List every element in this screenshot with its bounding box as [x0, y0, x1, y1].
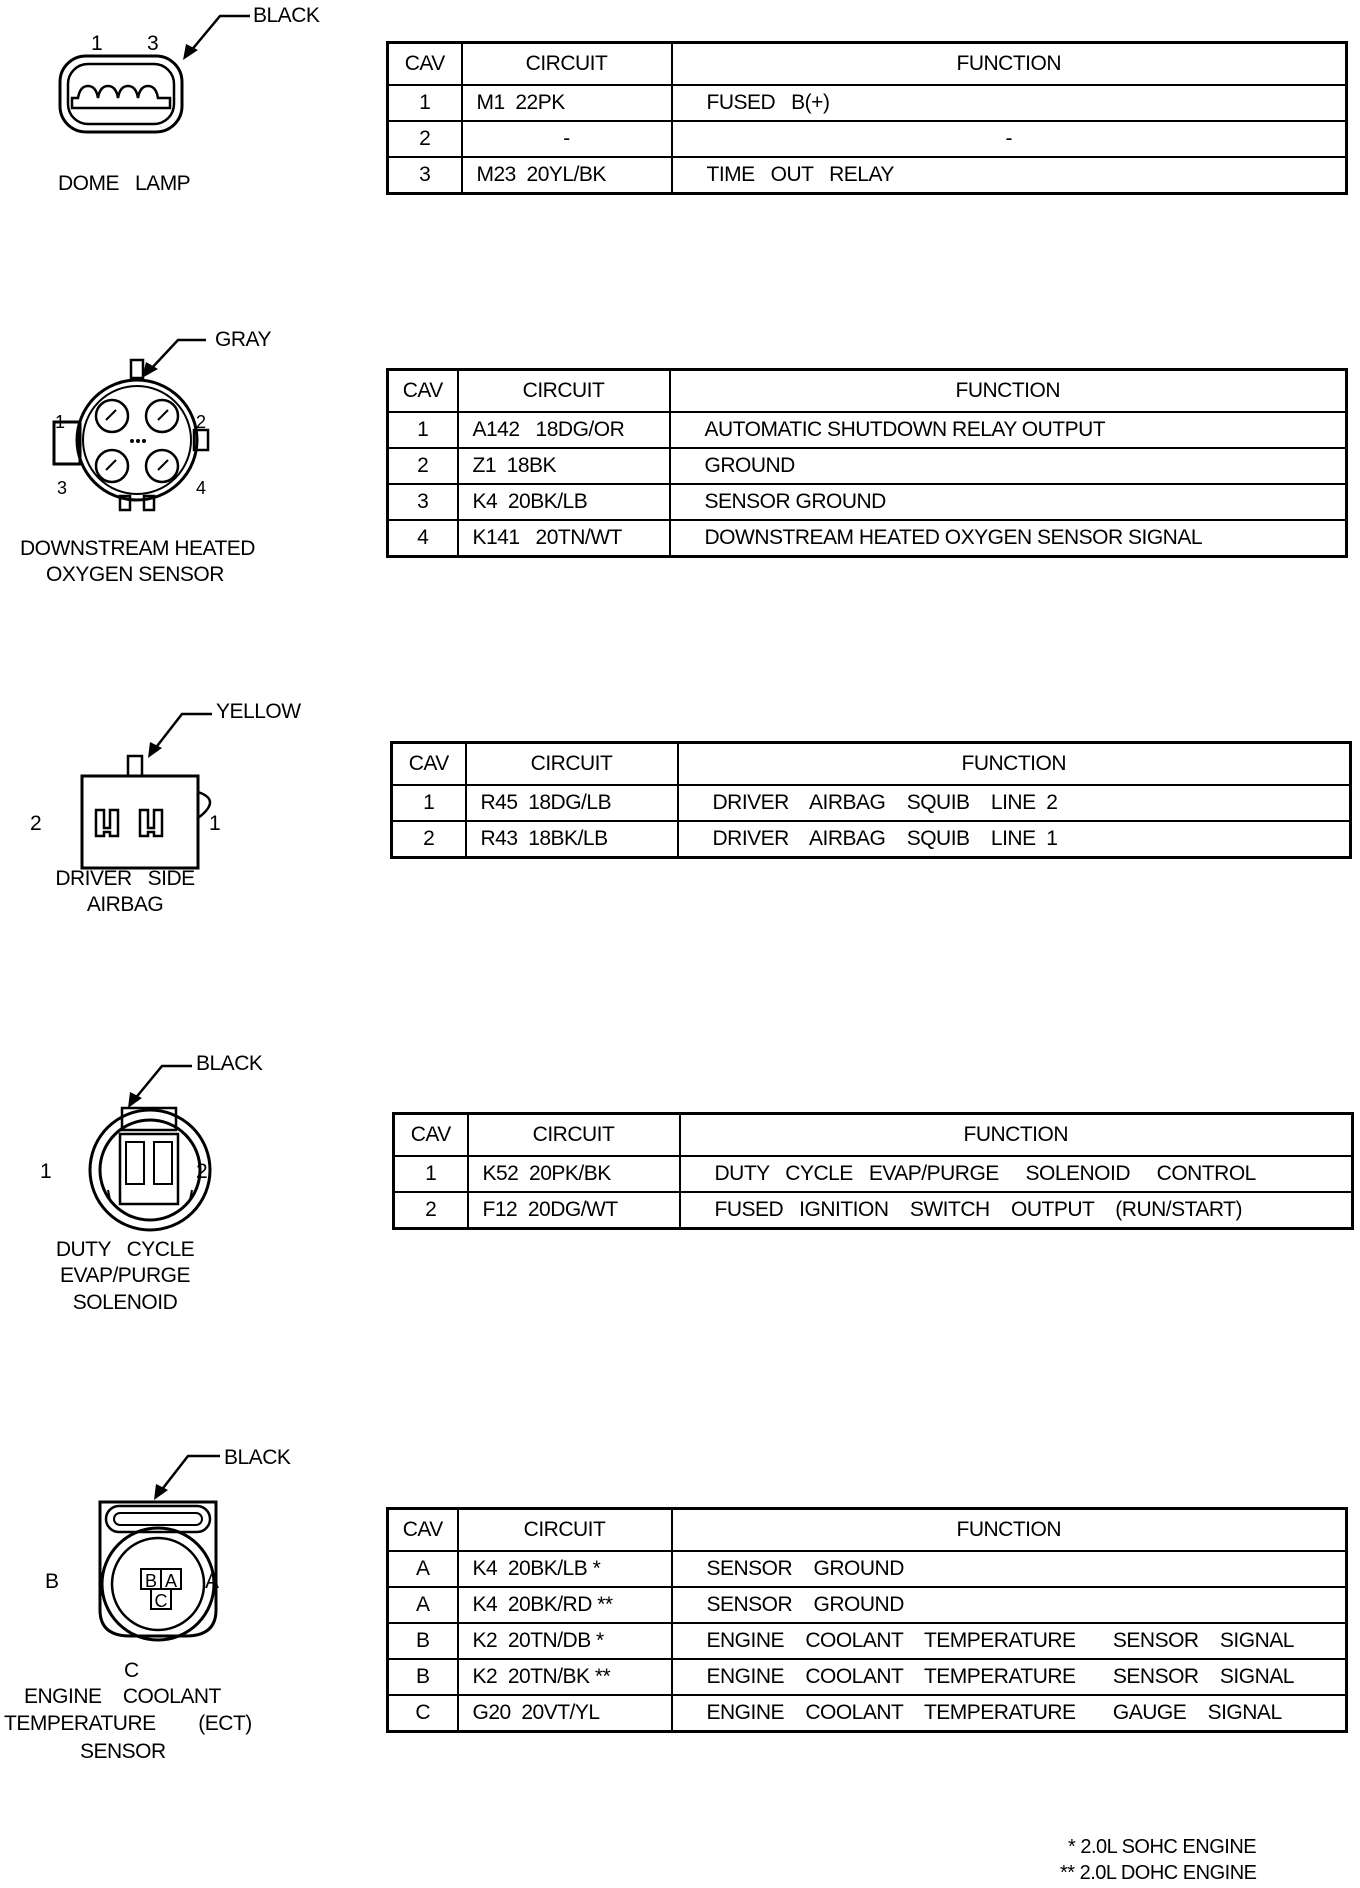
header-circuit: CIRCUIT	[458, 1509, 672, 1552]
table-row	[388, 1551, 1347, 1587]
table-header-row	[392, 743, 1351, 786]
header-cav: CAV	[392, 743, 466, 786]
cell-function: SENSOR GROUND	[670, 484, 1347, 520]
table-row	[388, 448, 1347, 484]
ect-pin-box-b: B	[140, 1568, 162, 1590]
header-circuit: CIRCUIT	[466, 743, 678, 786]
table-row	[392, 785, 1351, 821]
cell-circuit: -	[462, 121, 672, 157]
ect-name-line-2: TEMPERATURE (ECT)	[4, 1712, 252, 1735]
oxygen-sensor-pin-4: 4	[196, 478, 206, 498]
ect-name-line-1: ENGINE COOLANT	[24, 1685, 221, 1708]
pinout-table-driver-airbag	[390, 741, 1352, 859]
cell-cav: 1	[394, 1156, 468, 1192]
cell-cav: 1	[388, 412, 458, 448]
table-row	[388, 1623, 1347, 1659]
table-row	[394, 1156, 1353, 1192]
header-cav: CAV	[388, 1509, 458, 1552]
evap-purge-pin-2: 2	[196, 1160, 208, 1183]
cell-circuit: K141 20TN/WT	[458, 520, 670, 557]
cell-circuit: Z1 18BK	[458, 448, 670, 484]
header-function: FUNCTION	[672, 1509, 1347, 1552]
cell-cav: 1	[388, 85, 462, 121]
cell-function: DRIVER AIRBAG SQUIB LINE 2	[678, 785, 1351, 821]
ect-color-label: BLACK	[224, 1446, 291, 1469]
evap-purge-name-line-1: DUTY CYCLE	[55, 1238, 195, 1261]
table-row	[388, 157, 1347, 194]
ect-pin-box	[140, 1568, 188, 1614]
oxygen-sensor-color-label: GRAY	[215, 328, 271, 351]
pinout-table-dome-lamp	[386, 41, 1348, 195]
ect-sensor-connector-icon	[60, 1440, 300, 1650]
dome-lamp-pin-1: 1	[91, 32, 103, 55]
cell-function: AUTOMATIC SHUTDOWN RELAY OUTPUT	[670, 412, 1347, 448]
header-function: FUNCTION	[680, 1114, 1353, 1157]
table-header-row	[394, 1114, 1353, 1157]
cell-function: ENGINE COOLANT TEMPERATURE GAUGE SIGNAL	[672, 1695, 1347, 1732]
header-circuit: CIRCUIT	[462, 43, 672, 86]
cell-function: SENSOR GROUND	[672, 1587, 1347, 1623]
cell-circuit: A142 18DG/OR	[458, 412, 670, 448]
cell-function: FUSED B(+)	[672, 85, 1347, 121]
cell-cav: 1	[392, 785, 466, 821]
header-function: FUNCTION	[672, 43, 1347, 86]
cell-cav: A	[388, 1587, 458, 1623]
ect-name-line-3: SENSOR	[80, 1740, 166, 1763]
cell-function: DOWNSTREAM HEATED OXYGEN SENSOR SIGNAL	[670, 520, 1347, 557]
ect-pin-box-a: A	[160, 1568, 182, 1590]
ect-pin-b-label: B	[45, 1570, 59, 1593]
driver-airbag-pin-1: 1	[209, 812, 221, 835]
cell-cav: 4	[388, 520, 458, 557]
dome-lamp-color-label: BLACK	[253, 4, 320, 27]
cell-circuit: K4 20BK/LB	[458, 484, 670, 520]
driver-airbag-connector-icon	[70, 700, 310, 870]
table-row	[394, 1192, 1353, 1229]
ect-pin-a-label: A	[205, 1570, 219, 1593]
footnote-sohc: * 2.0L SOHC ENGINE	[1068, 1836, 1257, 1858]
header-cav: CAV	[394, 1114, 468, 1157]
cell-circuit: K4 20BK/LB *	[458, 1551, 672, 1587]
cell-function: -	[672, 121, 1347, 157]
cell-cav: 3	[388, 484, 458, 520]
oxygen-sensor-connector-icon	[40, 320, 280, 540]
cell-circuit: M23 20YL/BK	[462, 157, 672, 194]
dome-lamp-name: DOME LAMP	[58, 172, 191, 195]
header-function: FUNCTION	[670, 370, 1347, 413]
oxygen-sensor-pin-2: 2	[196, 412, 206, 432]
cell-circuit: R43 18BK/LB	[466, 821, 678, 858]
table-header-row	[388, 43, 1347, 86]
header-cav: CAV	[388, 370, 458, 413]
cell-circuit: F12 20DG/WT	[468, 1192, 680, 1229]
header-circuit: CIRCUIT	[468, 1114, 680, 1157]
oxygen-sensor-name-line-1: DOWNSTREAM HEATED	[20, 537, 255, 560]
ect-pin-c-label: C	[124, 1659, 139, 1682]
header-function: FUNCTION	[678, 743, 1351, 786]
evap-purge-name-line-2: EVAP/PURGE	[60, 1264, 190, 1287]
cell-cav: 2	[388, 448, 458, 484]
table-row	[388, 412, 1347, 448]
cell-function: DRIVER AIRBAG SQUIB LINE 1	[678, 821, 1351, 858]
cell-function: ENGINE COOLANT TEMPERATURE SENSOR SIGNAL	[672, 1659, 1347, 1695]
cell-circuit: R45 18DG/LB	[466, 785, 678, 821]
cell-cav: B	[388, 1659, 458, 1695]
cell-circuit: M1 22PK	[462, 85, 672, 121]
cell-function: TIME OUT RELAY	[672, 157, 1347, 194]
cell-cav: 2	[392, 821, 466, 858]
cell-cav: 2	[388, 121, 462, 157]
oxygen-sensor-pin-3: 3	[57, 478, 67, 498]
cell-function: ENGINE COOLANT TEMPERATURE SENSOR SIGNAL	[672, 1623, 1347, 1659]
cell-cav: B	[388, 1623, 458, 1659]
oxygen-sensor-pin-1: 1	[55, 412, 65, 432]
cell-cav: 3	[388, 157, 462, 194]
driver-airbag-color-label: YELLOW	[216, 700, 301, 723]
cell-cav: 2	[394, 1192, 468, 1229]
cell-function: SENSOR GROUND	[672, 1551, 1347, 1587]
driver-airbag-pin-2: 2	[30, 812, 42, 835]
evap-purge-pin-1: 1	[40, 1160, 52, 1183]
table-row	[388, 484, 1347, 520]
oxygen-sensor-name-line-2: OXYGEN SENSOR	[46, 563, 224, 586]
cell-circuit: K2 20TN/BK **	[458, 1659, 672, 1695]
ect-pin-box-c: C	[150, 1588, 172, 1610]
table-row	[388, 1659, 1347, 1695]
dome-lamp-pin-3: 3	[147, 32, 159, 55]
pinout-table-evap-purge	[392, 1112, 1354, 1230]
driver-airbag-name-line-2: AIRBAG	[86, 893, 164, 916]
table-header-row	[388, 1509, 1347, 1552]
table-row	[388, 1587, 1347, 1623]
evap-purge-connector-icon	[50, 1050, 290, 1250]
table-row	[388, 85, 1347, 121]
footnote-dohc: ** 2.0L DOHC ENGINE	[1060, 1862, 1257, 1884]
cell-function: FUSED IGNITION SWITCH OUTPUT (RUN/START)	[680, 1192, 1353, 1229]
header-circuit: CIRCUIT	[458, 370, 670, 413]
table-row	[388, 520, 1347, 557]
header-cav: CAV	[388, 43, 462, 86]
evap-purge-color-label: BLACK	[196, 1052, 263, 1075]
pinout-table-oxygen-sensor	[386, 368, 1348, 558]
cell-circuit: K4 20BK/RD **	[458, 1587, 672, 1623]
table-row	[388, 121, 1347, 157]
cell-function: GROUND	[670, 448, 1347, 484]
table-header-row	[388, 370, 1347, 413]
driver-airbag-name-line-1: DRIVER SIDE	[55, 867, 195, 890]
table-row	[392, 821, 1351, 858]
cell-cav: A	[388, 1551, 458, 1587]
cell-circuit: G20 20VT/YL	[458, 1695, 672, 1732]
cell-circuit: K52 20PK/BK	[468, 1156, 680, 1192]
pinout-table-ect-sensor	[386, 1507, 1348, 1733]
cell-circuit: K2 20TN/DB *	[458, 1623, 672, 1659]
evap-purge-name-line-3: SOLENOID	[72, 1291, 178, 1314]
cell-cav: C	[388, 1695, 458, 1732]
cell-function: DUTY CYCLE EVAP/PURGE SOLENOID CONTROL	[680, 1156, 1353, 1192]
table-row	[388, 1695, 1347, 1732]
